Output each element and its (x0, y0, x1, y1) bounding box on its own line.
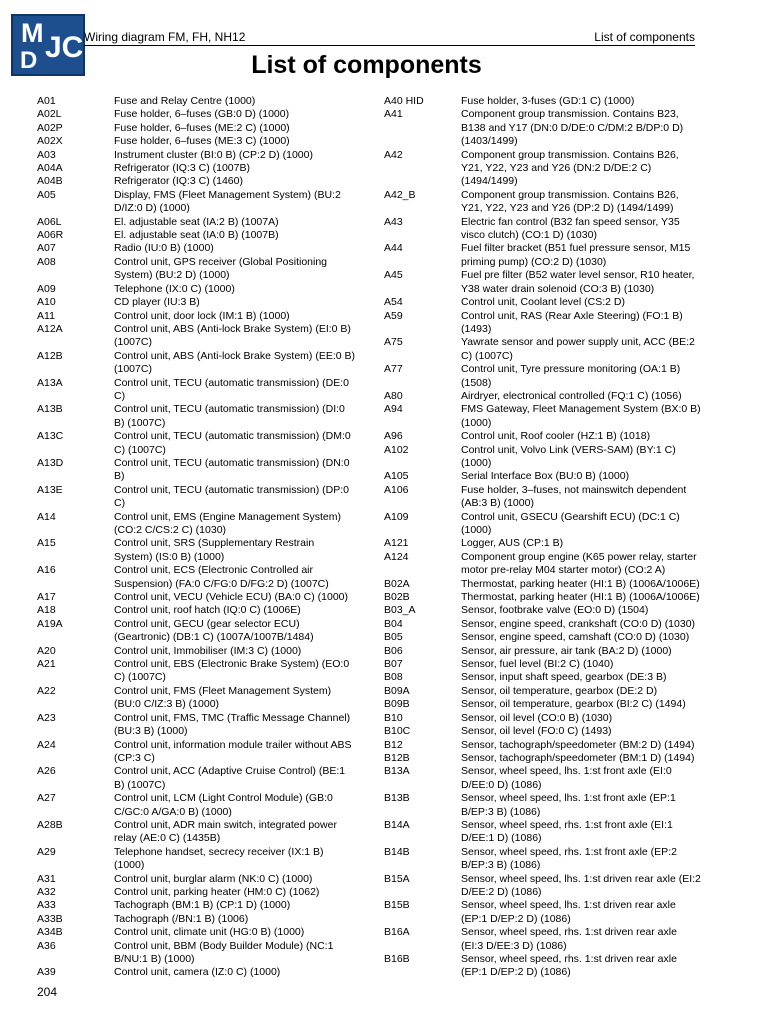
component-code: B04 (384, 617, 403, 630)
component-description: Serial Interface Box (BU:0 B) (1000) (461, 470, 630, 483)
component-description: Yawrate sensor and power supply unit, ACC (BE:2 C) (1007C) (461, 336, 695, 362)
component-description: Control unit, TECU (automatic transmission) (DI:0 B) (1007C) (114, 403, 345, 429)
component-row (384, 551, 704, 578)
component-description: Control unit, information module trailer without ABS (CP:3 C) (114, 738, 352, 764)
component-row (384, 752, 704, 765)
component-description: Refrigerator (IQ:3 C) (1007B) (114, 162, 250, 175)
component-description: Component group engine (K65 power relay, starter motor pre-relay M04 starter motor) (CO:2 A) (461, 550, 697, 577)
component-code: A43 (384, 215, 403, 228)
component-code: B02B (384, 591, 410, 604)
component-description: Component group transmission. Contains B23, B138 and Y17 (DN:0 D/DE:0 C/DM:2 B/DP:0 D) (1403/1499) (461, 108, 684, 148)
component-code: A39 (37, 966, 56, 979)
component-description: Control unit, GSECU (Gearshift ECU) (DC:1 C) (1000) (461, 510, 680, 536)
component-description: Sensor, oil level (CO:0 B) (1030) (461, 711, 613, 724)
section-title: List of components (594, 30, 695, 44)
component-row (384, 336, 704, 363)
component-row (384, 403, 704, 430)
component-row (37, 940, 357, 967)
component-code: B12B (384, 751, 410, 764)
component-code: A59 (384, 309, 403, 322)
component-row (384, 739, 704, 752)
component-row (37, 323, 357, 350)
component-row (384, 698, 704, 711)
component-description: Control unit, ACC (Adaptive Cruise Control) (BE:1 B) (1007C) (114, 765, 346, 791)
component-description: Sensor, wheel speed, lhs. 1:st driven rear axle (EI:2 D/EE:2 D) (1086) (461, 872, 701, 898)
component-code: A94 (384, 403, 403, 416)
component-code: B07 (384, 658, 403, 671)
component-row (37, 350, 357, 377)
component-description: Component group transmission. Contains B26, Y21, Y22, Y23 and Y26 (DP:2 D) (1494/1499) (461, 188, 679, 215)
component-code: B03_A (384, 604, 416, 617)
component-row (37, 484, 357, 511)
component-row (384, 511, 704, 538)
component-code: A13C (37, 430, 64, 443)
component-code: A31 (37, 872, 56, 885)
component-row (384, 604, 704, 617)
component-description: Sensor, wheel speed, rhs. 1:st driven rear axle (EI:3 D/EE:3 D) (1086) (461, 926, 677, 952)
component-description: Fuse and Relay Centre (1000) (114, 95, 256, 107)
component-code: A18 (37, 604, 56, 617)
component-description: Control unit, climate unit (HG:0 B) (1000) (114, 926, 305, 939)
component-description: Telephone (IX:0 C) (1000) (114, 282, 235, 295)
component-code: A21 (37, 658, 56, 671)
component-code: A09 (37, 282, 56, 295)
component-code: A42 (384, 148, 403, 161)
component-code: A13A (37, 376, 63, 389)
component-description: Sensor, oil temperature, gearbox (DE:2 D) (461, 684, 658, 697)
component-description: Control unit, BBM (Body Builder Module) (NC:1 B/NU:1 B) (1000) (114, 939, 334, 965)
left-column-list (37, 95, 357, 980)
component-row (37, 685, 357, 712)
component-row (384, 712, 704, 725)
component-row (37, 645, 357, 658)
component-row (37, 913, 357, 926)
component-description: Sensor, tachograph/speedometer (BM:2 D) (1494) (461, 738, 695, 751)
component-code: B08 (384, 671, 403, 684)
component-code: A12B (37, 349, 63, 362)
page-title: List of components (251, 51, 482, 79)
component-description: Telephone handset, secrecy receiver (IX:1 B) (1000) (114, 845, 324, 872)
component-code: A109 (384, 510, 409, 523)
component-description: Fuse holder, 6–fuses (ME:3 C) (1000) (114, 135, 290, 148)
component-row (37, 604, 357, 617)
component-code: B05 (384, 631, 403, 644)
component-row (37, 966, 357, 979)
component-row (37, 618, 357, 645)
component-description: Sensor, wheel speed, rhs. 1:st front axle (EP:2 B/EP:3 B) (1086) (461, 845, 677, 872)
component-row (384, 390, 704, 403)
component-description: Sensor, wheel speed, lhs. 1:st front axle (EI:0 D/EE:0 D) (1086) (461, 765, 672, 791)
component-code: A02X (37, 135, 63, 148)
component-row (37, 765, 357, 792)
component-row (384, 189, 704, 216)
component-description: Control unit, GPS receiver (Global Positioning System) (BU:2 D) (1000) (114, 255, 328, 282)
component-description: Control unit, TECU (automatic transmission) (DN:0 B) (114, 456, 350, 483)
component-code: A11 (37, 309, 55, 322)
component-code: A03 (37, 148, 56, 161)
component-description: El. adjustable seat (IA:2 B) (1007A) (114, 215, 279, 228)
component-code: A33B (37, 912, 63, 925)
logo-letters-jc: JC (45, 31, 84, 64)
component-row (37, 739, 357, 766)
component-description: Control unit, ECS (Electronic Controlled air Suspension) (FA:0 C/FG:0 D/FG:2 D) (1007C) (114, 564, 329, 590)
component-code: A34B (37, 926, 63, 939)
component-row (384, 591, 704, 604)
component-description: Airdryer, electronical controlled (FQ:1 C) (1056) (461, 389, 682, 402)
component-code: A41 (384, 108, 403, 121)
component-code: A121 (384, 537, 409, 550)
component-code: A80 (384, 389, 403, 402)
component-description: Fuel pre filter (B52 water level sensor, R10 heater, Y38 water drain solenoid (CO:3 B) (1030) (461, 269, 695, 295)
component-row (37, 873, 357, 886)
component-row (37, 189, 357, 216)
component-description: Sensor, engine speed, crankshaft (CO:0 D) (1030) (461, 617, 696, 630)
component-code: B10C (384, 725, 411, 738)
component-code: A32 (37, 885, 56, 898)
component-row (37, 162, 357, 175)
component-code: A02L (37, 108, 62, 121)
component-row (384, 269, 704, 296)
component-code: A17 (37, 591, 56, 604)
component-code: A105 (384, 470, 409, 483)
component-description: Sensor, wheel speed, lhs. 1:st driven rear axle (EP:1 D/EP:2 D) (1086) (461, 899, 676, 925)
component-row (384, 765, 704, 792)
component-code: A13B (37, 403, 63, 416)
component-row (37, 430, 357, 457)
component-row (37, 296, 357, 309)
component-row (37, 457, 357, 484)
component-description: Control unit, ADR main switch, integrated power relay (AE:0 C) (1435B) (114, 818, 337, 845)
component-description: Control unit, SRS (Supplementary Restrain System) (IS:0 B) (1000) (114, 537, 315, 563)
component-row (384, 685, 704, 698)
component-description: Control unit, ABS (Anti-lock Brake System) (EI:0 B) (1007C) (114, 322, 351, 349)
component-description: Fuse holder, 6–fuses (ME:2 C) (1000) (114, 121, 290, 134)
component-description: Electric fan control (B32 fan speed sensor, Y35 visco clutch) (CO:1 D) (1030) (461, 215, 680, 242)
component-description: Fuel filter bracket (B51 fuel pressure sensor, M15 priming pump) (CO:2 D) (1030) (461, 242, 691, 268)
component-row (384, 95, 704, 108)
component-description: Instrument cluster (BI:0 B) (CP:2 D) (1000) (114, 148, 313, 161)
component-row (37, 216, 357, 229)
component-code: A26 (37, 765, 56, 778)
component-code: A96 (384, 430, 403, 443)
component-description: Control unit, GECU (gear selector ECU) (Geartronic) (DB:1 C) (1007A/1007B/1484) (114, 617, 314, 644)
component-code: A33 (37, 899, 56, 912)
component-description: Control unit, camera (IZ:0 C) (1000) (114, 966, 281, 979)
component-code: A40 HID (384, 95, 424, 107)
component-row (384, 846, 704, 873)
component-description: El. adjustable seat (IA:0 B) (1007B) (114, 229, 279, 242)
component-description: Control unit, EMS (Engine Management System) (CO:2 C/CS:2 C) (1030) (114, 510, 342, 536)
component-description: Control unit, EBS (Electronic Brake System) (EO:0 C) (1007C) (114, 658, 350, 684)
component-row (384, 792, 704, 819)
page-number: 204 (37, 985, 58, 999)
component-description: Control unit, TECU (automatic transmission) (DM:0 C) (1007C) (114, 430, 351, 456)
component-row (37, 564, 357, 591)
component-description: Control unit, TECU (automatic transmission) (DE:0 C) (114, 376, 349, 402)
component-code: B06 (384, 644, 403, 657)
component-description: Control unit, ABS (Anti-lock Brake System) (EE:0 B) (1007C) (114, 349, 355, 376)
component-description: Sensor, oil temperature, gearbox (BI:2 C) (1494) (461, 698, 686, 711)
component-code: A08 (37, 255, 56, 268)
component-code: A75 (384, 336, 403, 349)
component-code: B13A (384, 765, 410, 778)
component-row (384, 484, 704, 511)
component-code: A02P (37, 121, 63, 134)
component-row (384, 819, 704, 846)
component-description: Control unit, TECU (automatic transmission) (DP:0 C) (114, 483, 349, 510)
component-description: Component group transmission. Contains B26, Y21, Y22, Y23 and Y26 (DN:2 D/DE:2 C) (1494/1499) (461, 148, 679, 188)
component-row (37, 122, 357, 135)
component-code: B13B (384, 792, 410, 805)
component-description: Sensor, wheel speed, lhs. 1:st front axle (EP:1 B/EP:3 B) (1086) (461, 792, 676, 818)
component-row (37, 591, 357, 604)
component-code: A07 (37, 242, 56, 255)
component-description: Control unit, roof hatch (IQ:0 C) (1006E) (114, 604, 301, 617)
component-code: A19A (37, 617, 63, 630)
component-row (37, 926, 357, 939)
component-code: B09B (384, 698, 410, 711)
component-code: B12 (384, 738, 403, 751)
component-row (384, 578, 704, 591)
component-description: Sensor, fuel level (BI:2 C) (1040) (461, 658, 614, 671)
component-row (37, 886, 357, 899)
component-code: B14A (384, 818, 410, 831)
component-code: B02A (384, 577, 410, 590)
component-description: Sensor, engine speed, camshaft (CO:0 D) (1030) (461, 631, 690, 644)
right-column-list (384, 95, 704, 980)
component-description: Control unit, burglar alarm (NK:0 C) (1000) (114, 872, 313, 885)
component-description: Sensor, footbrake valve (EO:0 D) (1504) (461, 604, 649, 617)
component-row (384, 953, 704, 980)
document-title: Wiring diagram FM, FH, NH12 (84, 30, 246, 44)
component-description: Control unit, Immobiliser (IM:3 C) (1000) (114, 644, 302, 657)
component-description: Control unit, LCM (Light Control Module) (GB:0 C/GC:0 A/GA:0 B) (1000) (114, 792, 333, 818)
component-row (384, 149, 704, 189)
component-code: A14 (37, 510, 56, 523)
component-code: B15A (384, 872, 410, 885)
component-description: Display, FMS (Fleet Management System) (BU:2 D/IZ:0 D) (1000) (114, 188, 341, 215)
component-description: Control unit, FMS, TMC (Traffic Message Channel) (BU:3 B) (1000) (114, 711, 351, 738)
logo-letter-m: M (21, 18, 44, 48)
component-code: A23 (37, 711, 56, 724)
component-description: Thermostat, parking heater (HI:1 B) (1006A/1006E) (461, 591, 700, 604)
component-row (37, 108, 357, 121)
component-row (384, 108, 704, 148)
component-code: A16 (37, 564, 56, 577)
component-code: A45 (384, 269, 403, 282)
component-description: Control unit, FMS (Fleet Management System) (BU:0 C/IZ:3 B) (1000) (114, 684, 332, 711)
component-code: A10 (37, 296, 56, 309)
component-row (37, 712, 357, 739)
component-row (384, 926, 704, 953)
component-code: A29 (37, 845, 56, 858)
component-code: A04A (37, 162, 63, 175)
component-row (37, 310, 357, 323)
component-row (384, 618, 704, 631)
component-row (37, 846, 357, 873)
component-description: Control unit, door lock (IM:1 B) (1000) (114, 309, 290, 322)
component-row (384, 658, 704, 671)
component-row (37, 403, 357, 430)
component-description: Sensor, air pressure, air tank (BA:2 D) (1000) (461, 644, 672, 657)
component-description: Control unit, Tyre pressure monitoring (OA:1 B) (1508) (461, 363, 681, 389)
component-description: CD player (IU:3 B) (114, 296, 200, 309)
component-description: Sensor, input shaft speed, gearbox (DE:3 B) (461, 671, 667, 684)
component-row (37, 819, 357, 846)
component-code: A22 (37, 684, 56, 697)
component-row (37, 242, 357, 255)
component-description: Radio (IU:0 B) (1000) (114, 242, 214, 255)
component-code: A77 (384, 363, 403, 376)
component-description: Fuse holder, 3-fuses (GD:1 C) (1000) (461, 95, 635, 107)
component-description: Sensor, wheel speed, rhs. 1:st driven rear axle (EP:1 D/EP:2 D) (1086) (461, 953, 677, 979)
component-description: Fuse holder, 6–fuses (GB:0 D) (1000) (114, 108, 290, 121)
component-code: A24 (37, 738, 56, 751)
component-row (384, 537, 704, 550)
header-divider (84, 45, 695, 46)
component-code: A06R (37, 229, 64, 242)
component-row (384, 363, 704, 390)
component-row (384, 470, 704, 483)
component-row (37, 256, 357, 283)
component-row (37, 175, 357, 188)
component-description: FMS Gateway, Fleet Management System (BX:0 B) (1000) (461, 403, 701, 429)
component-code: A13E (37, 483, 63, 496)
component-code: B15B (384, 899, 410, 912)
component-description: Refrigerator (IQ:3 C) (1460) (114, 175, 243, 188)
component-row (37, 511, 357, 538)
component-description: Thermostat, parking heater (HI:1 B) (1006A/1006E) (461, 577, 700, 590)
component-code: A102 (384, 443, 409, 456)
component-code: A36 (37, 939, 56, 952)
component-description: Sensor, wheel speed, rhs. 1:st front axle (EI:1 D/EE:1 D) (1086) (461, 818, 673, 845)
component-row (37, 135, 357, 148)
component-row (384, 899, 704, 926)
component-row (384, 873, 704, 900)
component-code: A28B (37, 818, 63, 831)
component-row (384, 216, 704, 243)
component-row (384, 242, 704, 269)
component-row (37, 229, 357, 242)
component-description: Control unit, Volvo Link (VERS-SAM) (BY:1 C) (1000) (461, 443, 676, 469)
component-code: B09A (384, 684, 410, 697)
component-row (37, 537, 357, 564)
component-code: A05 (37, 188, 56, 201)
component-description: Control unit, Roof cooler (HZ:1 B) (1018) (461, 430, 651, 443)
component-code: A106 (384, 483, 409, 496)
component-row (37, 95, 357, 108)
logo-letter-d: D (20, 47, 38, 74)
component-code: A27 (37, 792, 56, 805)
component-description: Control unit, Coolant level (CS:2 D) (461, 296, 625, 309)
component-code: A13D (37, 456, 64, 469)
component-code: B10 (384, 711, 403, 724)
component-code: B16B (384, 953, 410, 965)
component-row (384, 671, 704, 684)
component-code: A12A (37, 322, 63, 335)
component-description: Control unit, RAS (Rear Axle Steering) (FO:1 B) (1493) (461, 309, 683, 335)
component-row (37, 658, 357, 685)
component-description: Logger, AUS (CP:1 B) (461, 537, 564, 550)
component-code: A06L (37, 215, 62, 228)
component-row (384, 296, 704, 309)
component-row (37, 149, 357, 162)
component-description: Control unit, parking heater (HM:0 C) (1062) (114, 885, 320, 898)
component-code: A124 (384, 550, 409, 563)
component-code: A42_B (384, 188, 416, 201)
component-description: Control unit, VECU (Vehicle ECU) (BA:0 C) (1000) (114, 591, 348, 604)
component-code: A15 (37, 537, 56, 550)
component-code: B14B (384, 845, 410, 858)
component-row (384, 645, 704, 658)
component-description: Tachograph (/BN:1 B) (1006) (114, 912, 249, 925)
component-row (37, 377, 357, 404)
component-description: Sensor, tachograph/speedometer (BM:1 D) (1494) (461, 751, 695, 764)
component-row (37, 792, 357, 819)
component-row (37, 283, 357, 296)
component-code: A54 (384, 296, 403, 309)
component-code: B16A (384, 926, 410, 939)
component-row (384, 444, 704, 471)
component-row (384, 310, 704, 337)
component-description: Fuse holder, 3–fuses, not mainswitch dependent (AB:3 B) (1000) (461, 483, 687, 510)
component-code: A01 (37, 95, 56, 107)
component-description: Tachograph (BM:1 B) (CP:1 D) (1000) (114, 899, 291, 912)
component-code: A20 (37, 644, 56, 657)
component-row (384, 430, 704, 443)
component-description: Sensor, oil level (FO:0 C) (1493) (461, 725, 612, 738)
component-row (384, 631, 704, 644)
component-row (37, 899, 357, 912)
component-row (384, 725, 704, 738)
component-code: A04B (37, 175, 63, 188)
component-code: A44 (384, 242, 403, 255)
